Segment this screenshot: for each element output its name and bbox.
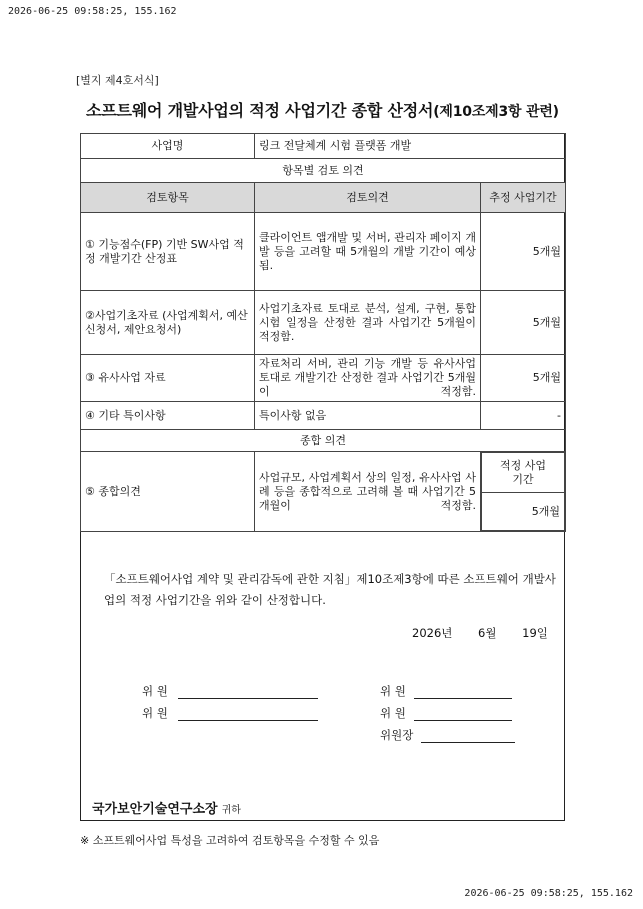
signature-line[interactable] [178, 686, 318, 699]
row-item: ① 기능점수(FP) 기반 SW사업 적정 개발기간 산정표 [81, 213, 255, 291]
signature-member-3 [380, 683, 512, 699]
row-item: ④ 기타 특이사항 [81, 402, 255, 430]
timestamp-top: 2026-06-25 09:58:25, 155.162 [8, 6, 177, 17]
timestamp-bottom: 2026-06-25 09:58:25, 155.162 [464, 888, 633, 899]
row-opinion: 클라이언트 앱개발 및 서버, 관리자 페이지 개발 등을 고려할 때 5개월의 개발 기간이 예상됨. [255, 213, 481, 291]
row-opinion: 특이사항 없음 [255, 402, 481, 430]
overall-period-cell [481, 452, 566, 532]
header-period: 추정 사업기간 [481, 183, 566, 213]
signature-line[interactable] [421, 730, 515, 743]
date-year: 2026년 [412, 626, 453, 640]
row-period: 5개월 [481, 355, 566, 402]
issue-date [412, 625, 548, 641]
addressee-name: 국가보안기술연구소장 [92, 802, 218, 817]
overall-period-value: 5개월 [482, 493, 565, 531]
signature-line[interactable] [178, 708, 318, 721]
row-period: - [481, 402, 566, 430]
signature-chair [380, 727, 515, 743]
document-title [86, 98, 559, 121]
project-row [81, 134, 566, 159]
project-label: 사업명 [81, 134, 255, 159]
signature-label: 위 원 [142, 706, 168, 720]
statement-text: 「소프트웨어사업 계약 및 관리감독에 관한 지침」제10조제3항에 따른 소프트웨어 개발사업의 적정 사업기간을 위와 같이 산정합니다. [104, 572, 556, 607]
overall-period-box [481, 452, 565, 531]
row-period: 5개월 [481, 213, 566, 291]
table-row [81, 291, 566, 355]
row-opinion: 자료처리 서버, 관리 기능 개발 등 유사사업 토대로 개발기간 산정한 결과 사업기간 5개월이 적정함. [255, 355, 481, 402]
row-item: ②사업기초자료 (사업계획서, 예산신청서, 제안요청서) [81, 291, 255, 355]
signature-label: 위원장 [380, 728, 414, 742]
header-row [81, 183, 566, 213]
signature-line[interactable] [414, 708, 512, 721]
section-review-row [81, 159, 566, 183]
row-period: 5개월 [481, 291, 566, 355]
document-title-main: 소프트웨어 개발사업의 적정 사업기간 종합 산정서 [86, 101, 434, 120]
overall-item: ⑤ 종합의견 [81, 452, 255, 532]
section-overall-row [81, 430, 566, 452]
project-value: 링크 전달체계 시험 플랫폼 개발 [255, 134, 566, 159]
header-item: 검토항목 [81, 183, 255, 213]
form-number: [별지 제4호서식] [76, 74, 159, 87]
section-overall-heading: 종합 의견 [81, 430, 566, 452]
overall-opinion: 사업규모, 사업계획서 상의 일정, 유사사업 사례 등을 종합적으로 고려해 볼 때 사업기간 5개월이 적정함. [255, 452, 481, 532]
signature-line[interactable] [414, 686, 512, 699]
signature-label: 위 원 [142, 684, 168, 698]
footnote: ※ 소프트웨어사업 특성을 고려하여 검토항목을 수정할 수 있음 [80, 834, 380, 847]
header-opinion: 검토의견 [255, 183, 481, 213]
section-review-heading: 항목별 검토 의견 [81, 159, 566, 183]
date-month: 6월 [478, 626, 497, 640]
date-day: 19일 [522, 626, 548, 640]
signature-member-4 [380, 705, 512, 721]
signature-label: 위 원 [380, 706, 406, 720]
row-item: ③ 유사사업 자료 [81, 355, 255, 402]
table-row [81, 402, 566, 430]
overall-row [81, 452, 566, 532]
overall-period-label: 적정 사업기간 [482, 453, 565, 493]
review-table [80, 133, 566, 532]
signature-member-2 [142, 705, 318, 721]
table-row [81, 213, 566, 291]
addressee-honorific: 귀하 [221, 805, 241, 816]
addressee [92, 798, 241, 817]
signature-label: 위 원 [380, 684, 406, 698]
document-title-sub: (제10조제3항 관련) [433, 104, 559, 120]
table-row [81, 355, 566, 402]
signature-member-1 [142, 683, 318, 699]
row-opinion: 사업기초자료 토대로 분석, 설계, 구현, 통합시험 일정을 산정한 결과 사업기간 5개월이 적정함. [255, 291, 481, 355]
